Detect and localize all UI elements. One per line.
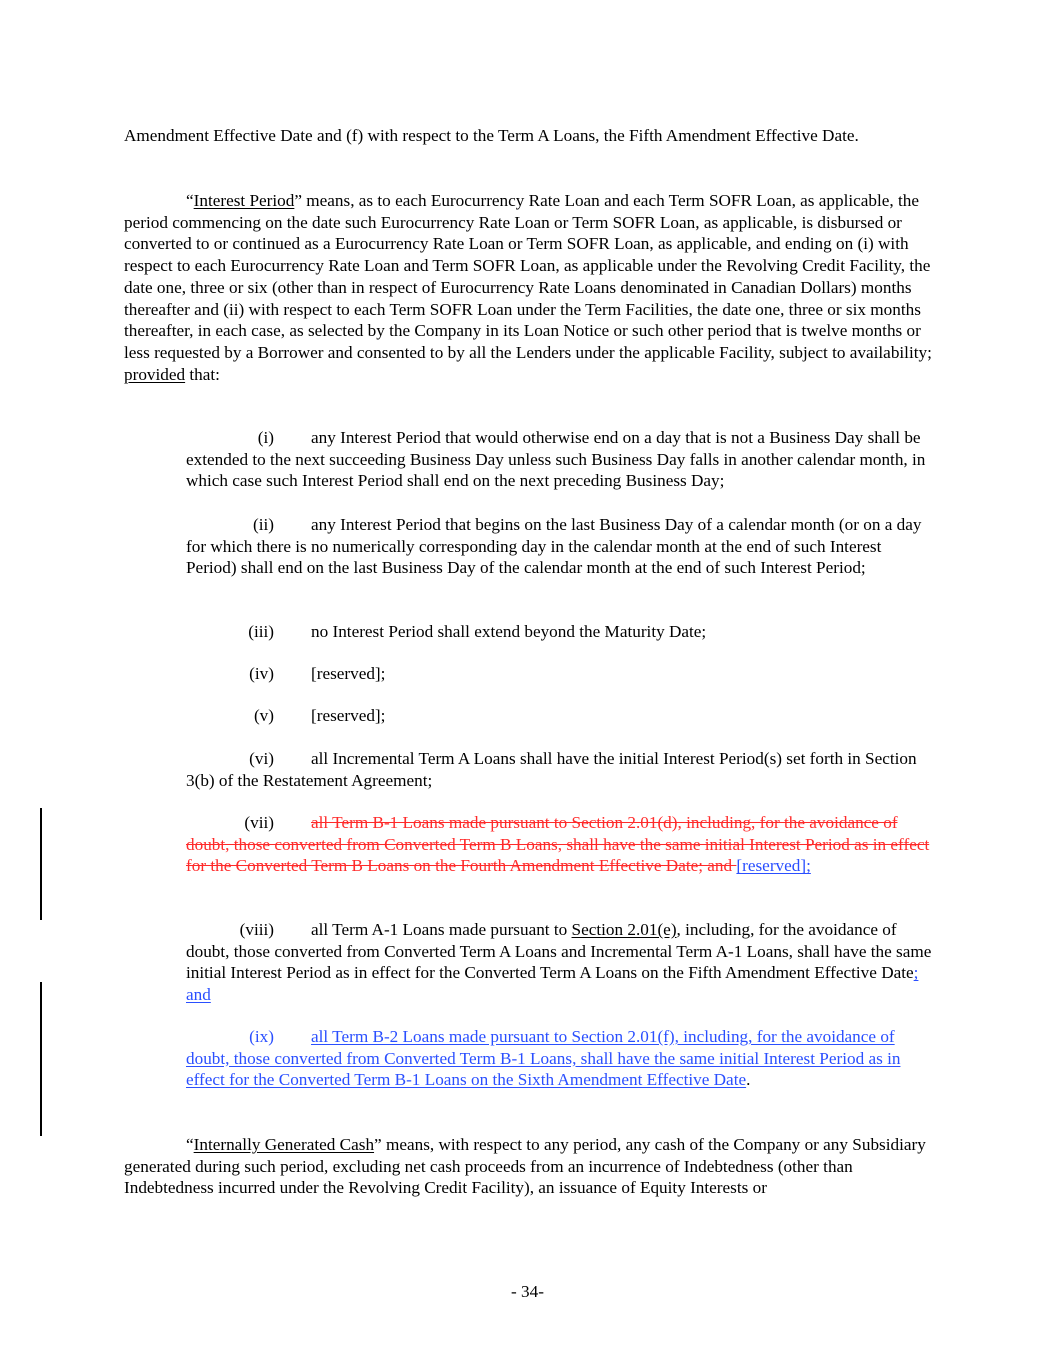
page-number: - 34- [511,1282,544,1301]
deleted-text: , including, for the avoidance of doubt, those converted from Converted Term B Loans, shall have the same initial Interest Period as in effect for the Converted Term B Loans on the Fourth Amendment Effective Date; and [186,813,930,876]
definition-internally-generated-cash: “Internally Generated Cash” means, with respect to any period, any cash of the Company or any Subsidiary generated during such period, excluding net cash proceeds from an incurrence of Indebtedness (other than Indebtedness incurred under the Revolving Credit Facility), an issuance of Equity Interests or [124,1135,926,1198]
inserted-clause: (ix) all Term B-2 Loans made pursuant to Section 2.01(f), including, for the avoidance of doubt, those converted from Converted Term B-1 Loans, shall have the same initial Interest Period as in effect for the Converted Term B-1 Loans on the Sixth Amendment Effective Date [186,1027,901,1090]
clause-i: (i) any Interest Period that would otherwise end on a day that is not a Business Day shall be extended to the next succeeding Business Day unless such Business Day falls in another calendar month, in which case such Interest Period shall end on the next preceding Business Day; [186,428,926,491]
clause-number: (ii) [253,515,274,534]
inserted-text: ; and [186,963,919,1005]
change-bar-viii-ix [40,982,42,1136]
section-link: Section 2.01(e) [571,920,677,939]
change-bar-vii [40,808,42,920]
deleted-section-link: Section 2.01(d) [571,813,678,832]
clause-number: (i) [257,428,274,447]
clause-number: (iv) [249,664,274,683]
clause-viii: (viii) all Term A-1 Loans made pursuant to Section 2.01(e), including, for the avoidance of doubt, those converted from Converted Term A Loans and Incremental Term A-1 Loans, shall have the same initial Interest Period as in effect for the Converted Term A Loans on the Fifth Amendment Effective Date; and [186,920,932,1005]
clause-number: (vii) [244,813,274,832]
clause-number: (vi) [249,749,274,768]
clause-v: (v) [reserved]; [186,705,932,727]
defined-term-internally-generated-cash: Internally Generated Cash [193,1135,375,1154]
clause-ii: (ii) any Interest Period that begins on the last Business Day of a calendar month (or on a day for which there is no numerically corresponding day in the calendar month at the end of such Interest Period) shall end on the last Business Day of the calendar month at the end of such Interest Period; [186,515,922,578]
clause-ix: (ix) all Term B-2 Loans made pursuant to Section 2.01(f), including, for the avoidance of doubt, those converted from Converted Term B-1 Loans, shall have the same initial Interest Period as in effect for the Converted Term B-1 Loans on the Sixth Amendment Effective Date. [186,1027,901,1090]
clause-iii: (iii) no Interest Period shall extend beyond the Maturity Date; [186,621,932,643]
definition-interest-period: “Interest Period” means, as to each Eurocurrency Rate Loan and each Term SOFR Loan, as applicable, the period commencing on the date such Eurocurrency Rate Loan or Term SOFR Loan, as applicable, is disbursed or converted to or continued as a Eurocurrency Rate Loan or Term SOFR Loan, as applicable, and ending on (i) with respect to each Eurocurrency Rate Loan and Term SOFR Loan, as applicable under the Revolving Credit Facility, the date one, three or six (other than in respect of Eurocurrency Rate Loans denominated in Canadian Dollars) months thereafter and (ii) with respect to each Term SOFR Loan under the Term Facilities, the date one, three or six months thereafter, in each case, as selected by the Company in its Loan Notice or such other period that is twelve months or less requested by a Borrower and consented to by all the Lenders under the applicable Facility, subject to availability; provided that: [124,191,932,384]
clause-number: (v) [253,706,274,725]
clause-iv: (iv) [reserved]; [186,663,932,685]
clause-vii [186,812,932,877]
provided-word: provided [124,364,186,384]
clause-number: (iii) [248,622,274,641]
intro-paragraph: Amendment Effective Date and (f) with respect to the Term A Loans, the Fifth Amendment Effective Date. [124,126,859,145]
inserted-text: [reserved]; [736,856,811,876]
clause-number: (ix) [249,1027,274,1046]
clause-number: (viii) [239,920,274,939]
defined-term-interest-period: Interest Period [193,191,295,210]
clause-vi: (vi) all Incremental Term A Loans shall have the initial Interest Period(s) set forth in Section 3(b) of the Restatement Agreement; [186,749,917,790]
deleted-text: all Term B-1 Loans made pursuant to [311,813,572,832]
